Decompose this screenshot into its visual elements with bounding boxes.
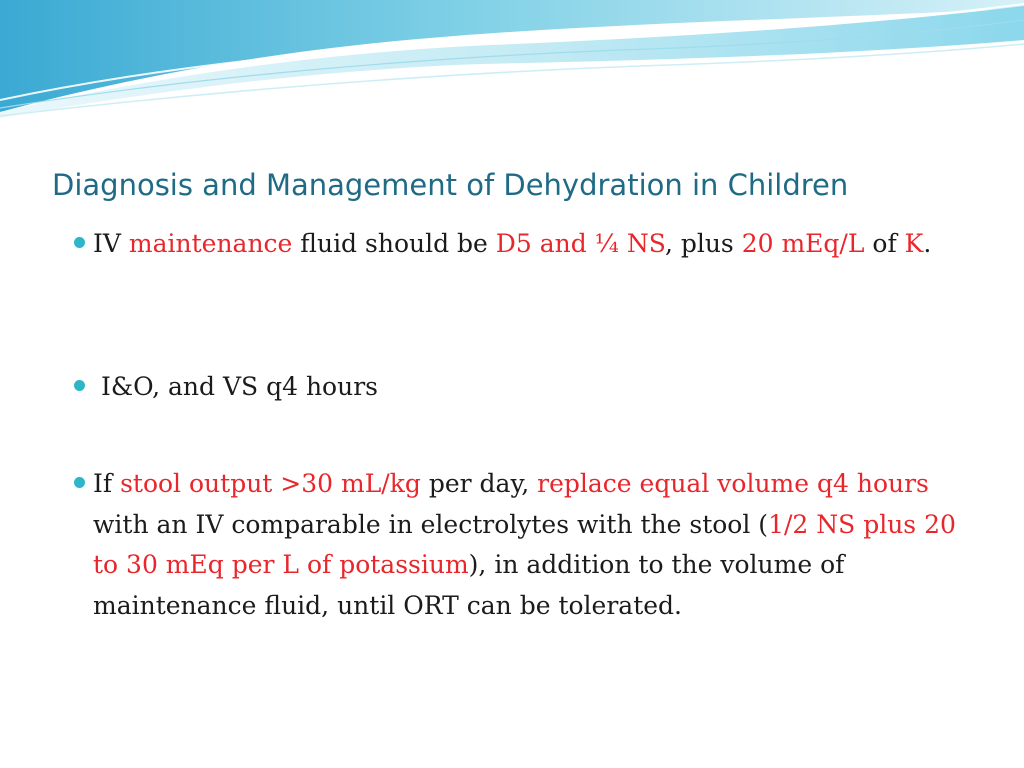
text-segment: If (93, 469, 121, 498)
highlight-segment: 1/2 NS plus 20 to 30 mEq per L of potassium (93, 509, 956, 579)
text-segment: . (923, 229, 932, 258)
text-segment: fluid should be (292, 229, 496, 258)
highlight-segment: 20 mEq/L (741, 229, 865, 258)
slide-title: Diagnosis and Management of Dehydration in Children (52, 168, 849, 202)
bullet-text (93, 224, 973, 265)
text-segment: IV (93, 229, 129, 258)
bullet-text (93, 367, 973, 408)
highlight-segment: stool output >30 mL/kg (120, 469, 421, 498)
highlight-segment: D5 and ¼ NS (495, 229, 665, 258)
text-segment: I&O, and VS q4 hours (93, 372, 378, 401)
text-segment: ), in addition to the volume of maintenance fluid, until ORT can be tolerated. (93, 550, 845, 620)
text-segment: , plus (664, 229, 742, 258)
bullet-dot-icon (74, 380, 85, 391)
bullet-text (93, 464, 973, 626)
bullet-dot-icon (74, 237, 85, 248)
bullet-dot-icon (74, 477, 85, 488)
text-segment: of (864, 229, 905, 258)
decorative-wave-header (0, 0, 1024, 130)
highlight-segment: replace equal volume q4 hours (537, 469, 929, 498)
highlight-segment: maintenance (128, 229, 293, 258)
text-segment: with an IV comparable in electrolytes with the stool ( (93, 509, 769, 539)
highlight-segment: K (904, 229, 924, 258)
text-segment: per day, (420, 469, 538, 498)
